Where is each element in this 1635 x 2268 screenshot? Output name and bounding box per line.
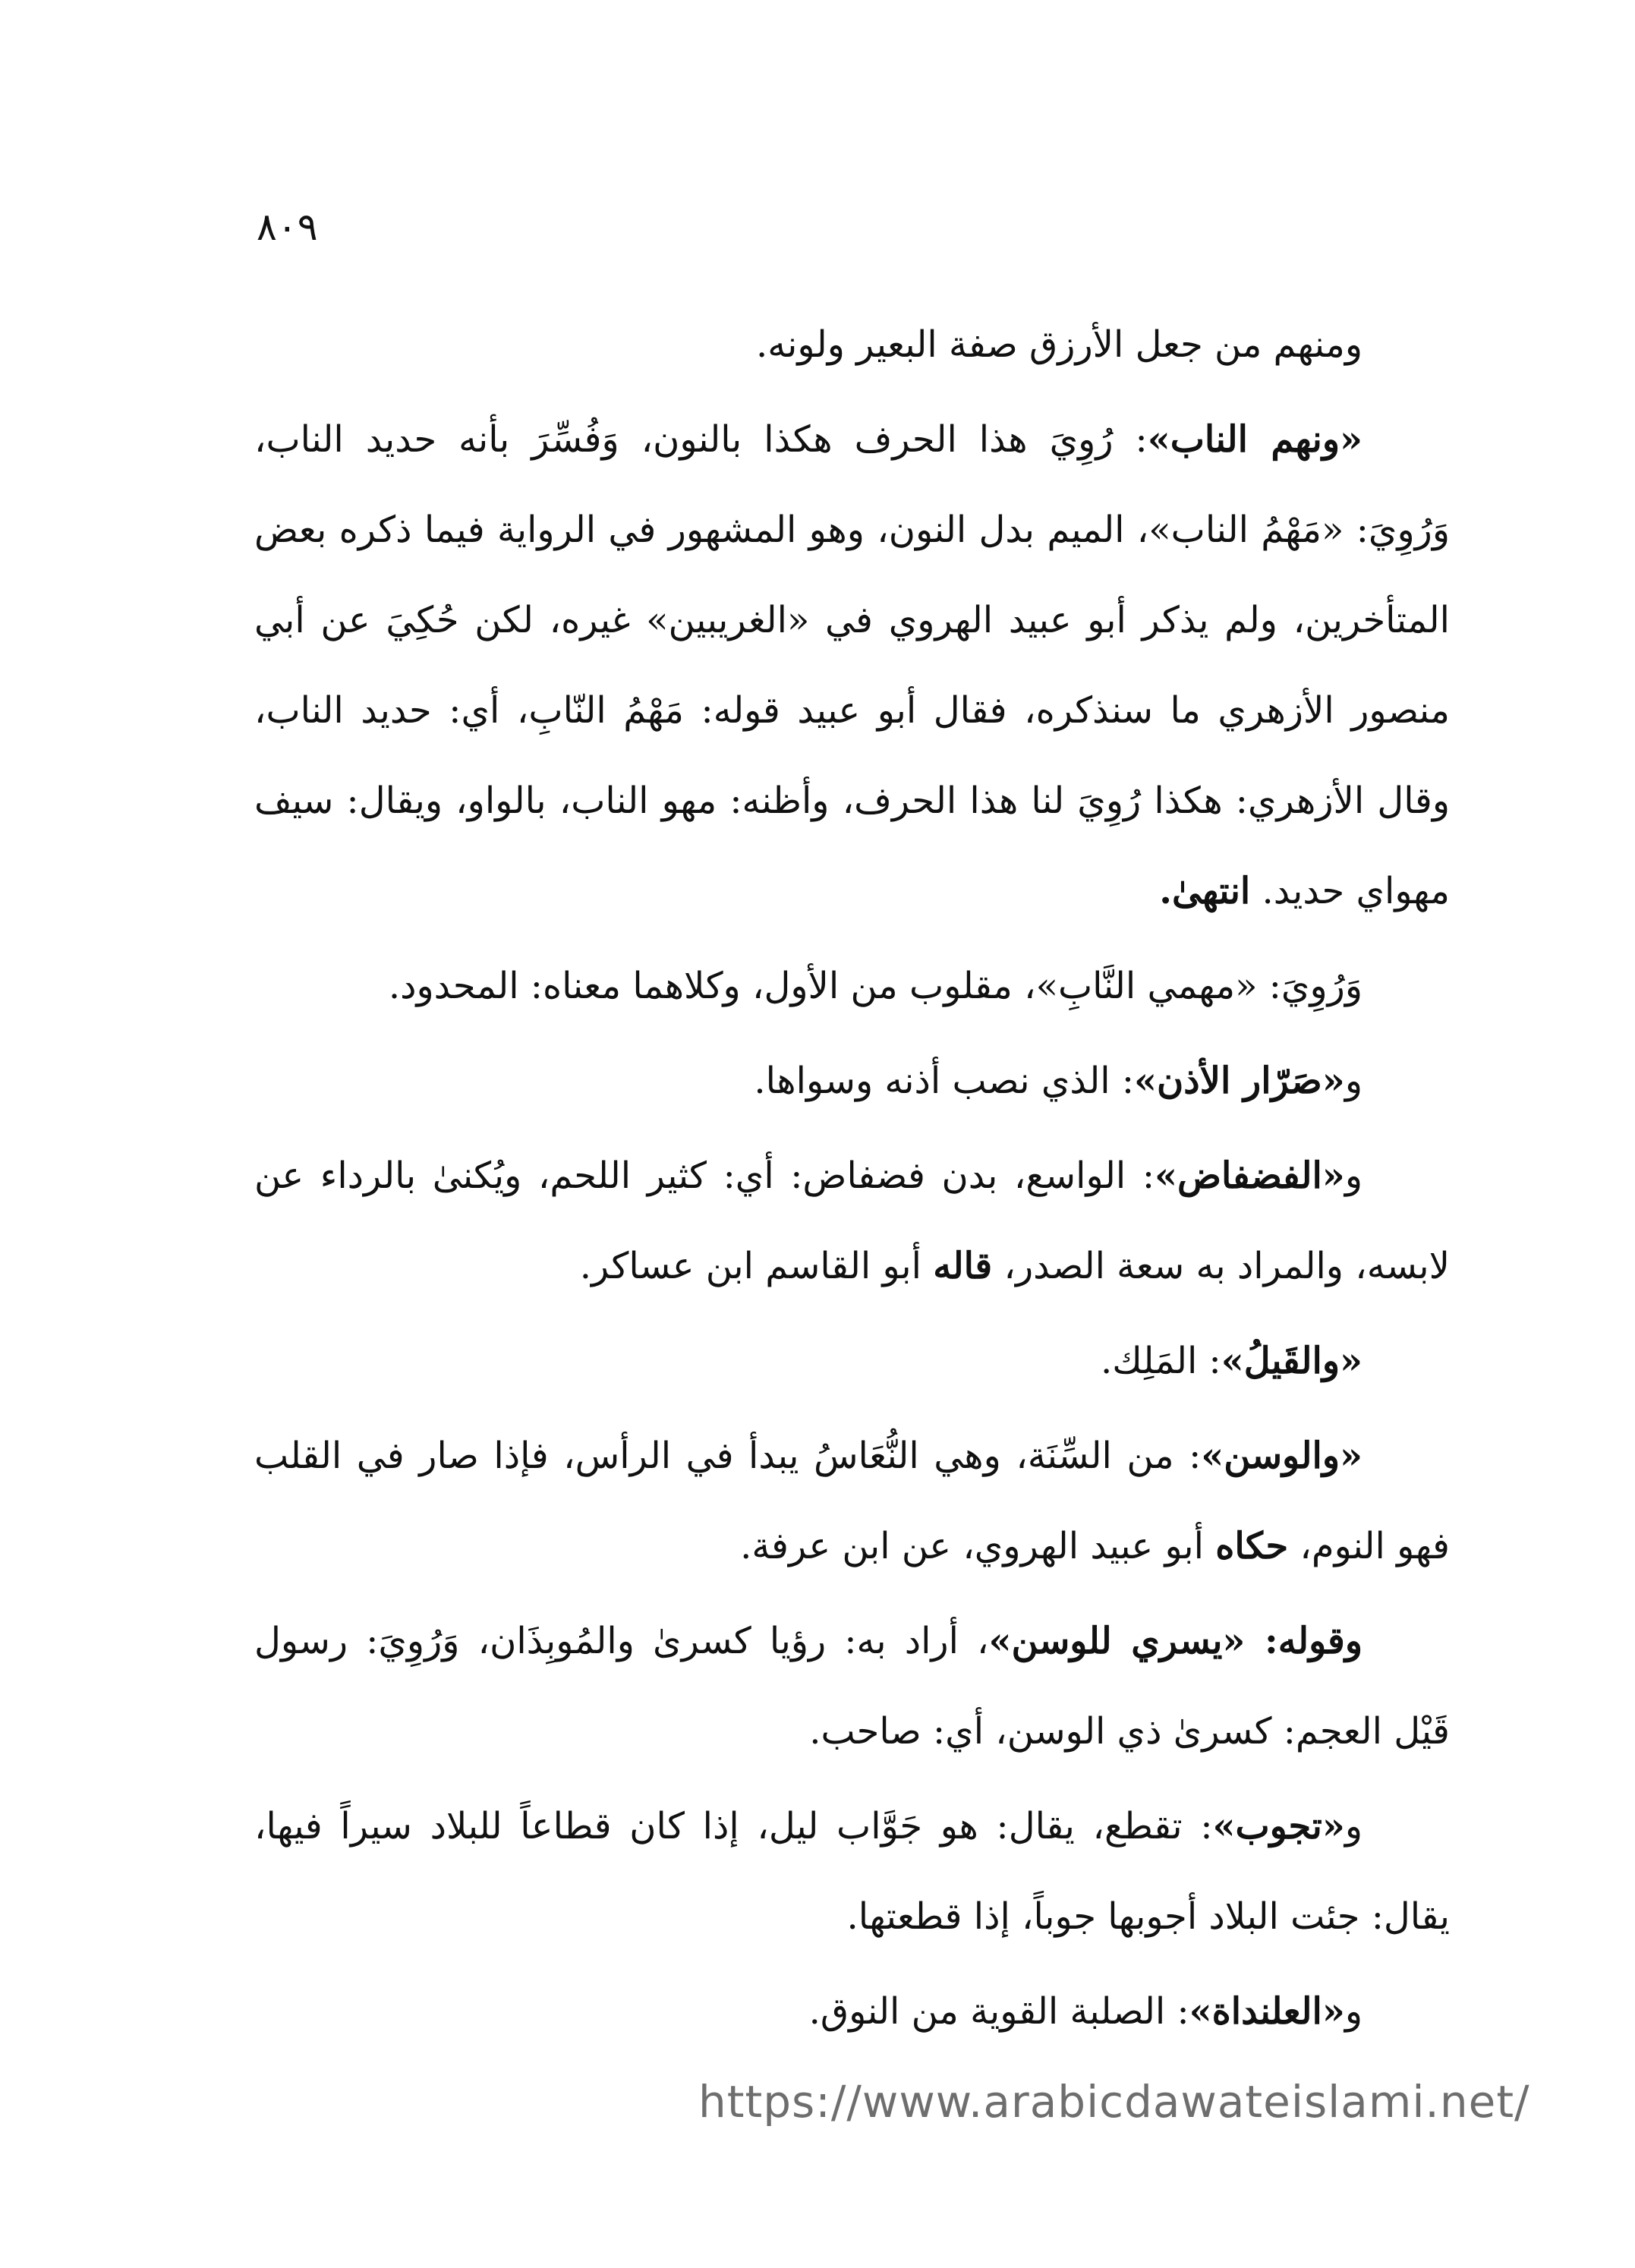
paragraph-text: : الواسع، بدن فضفاض: أي: كثير اللحم، ويُكنىٰ بالرداء عن لابسه، والمراد به سعة الصدر، xyxy=(254,1154,1450,1287)
paragraph-text: : تقطع، يقال: هو جَوَّاب ليل، إذا كان قطاعاً للبلاد سيراً فيها، يقال: جئت البلاد أجوبها جوباً، إذا قطعتها. xyxy=(254,1805,1450,1938)
paragraph-2 xyxy=(254,395,1450,937)
paragraph-text: : من السِّنَة، وهي النُّعَاسُ يبدأ في الرأس، فإذا صار في القلب فهو النوم، xyxy=(254,1435,1450,1567)
text-body xyxy=(254,300,1450,2062)
paragraph-5 xyxy=(254,1131,1450,1312)
entry-term: «صَرّار الأذن» xyxy=(1134,1060,1345,1102)
entry-prefix: و xyxy=(1344,1805,1362,1847)
attribution-word: حكاه xyxy=(1215,1525,1289,1567)
paragraph-10 xyxy=(254,1967,1450,2057)
entry-term: «ونهم الناب» xyxy=(1147,418,1362,461)
entry-term: وقوله: «يسري للوسن» xyxy=(988,1620,1362,1662)
entry-prefix: و xyxy=(1344,1154,1362,1197)
entry-term: «الفضفاض» xyxy=(1155,1154,1345,1197)
entry-term: «والقَيلُ» xyxy=(1221,1340,1362,1382)
page-number: ٨٠٩ xyxy=(257,205,318,249)
entry-closing: انتهىٰ. xyxy=(1159,870,1251,912)
paragraph-text: ومنهم من جعل الأرزق صفة البعير ولونه. xyxy=(755,323,1362,366)
entry-term: «تجوب» xyxy=(1212,1805,1345,1847)
entry-prefix: و xyxy=(1344,1060,1362,1102)
paragraph-text: ، أراد به: رؤيا كسرىٰ والمُوبِذَان، وَرُوِيَ: رسول قَيْل العجم: كسرىٰ ذي الوسن، أي: صاحب. xyxy=(254,1620,1450,1753)
attribution-word: قاله xyxy=(933,1245,993,1287)
paragraph-text-after: أبو عبيد الهروي، عن ابن عرفة. xyxy=(740,1525,1216,1567)
paragraph-4 xyxy=(254,1036,1450,1126)
paragraph-text: : المَلِك. xyxy=(1100,1340,1221,1382)
paragraph-8 xyxy=(254,1596,1450,1777)
entry-term: «والوسن» xyxy=(1201,1435,1362,1477)
paragraph-text: وَرُوِيَ: «مهمي النَّابِ»، مقلوب من الأول، وكلاهما معناه: المحدود. xyxy=(388,965,1362,1007)
watermark-url: https://www.arabicdawateislami.net/ xyxy=(698,2076,1530,2128)
paragraph-text: : الذي نصب أذنه وسواها. xyxy=(754,1060,1134,1102)
paragraph-text: : رُوِيَ هذا الحرف هكذا بالنون، وَفُسِّرَ بأنه حديد الناب، وَرُوِيَ: «مَهْمُ الناب»، الميم بدل النون، وهو المشهور في الرواية فيما ذكره بعض المتأخرين، ولم يذكر أبو عبيد الهروي في «الغريبين» غيره، لكن حُكِيَ عن أبي منصور الأزهري ما سنذكره، فقال أبو عبيد قوله: مَهْمُ النّابِ، أي: حديد الناب، وقال الأزهري: هكذا رُوِيَ لنا هذا الحرف، وأظنه: مهو الناب، بالواو، ويقال: سيف مهواي حديد. xyxy=(254,418,1450,912)
paragraph-1 xyxy=(254,300,1450,390)
paragraph-3 xyxy=(254,941,1450,1032)
paragraph-9 xyxy=(254,1781,1450,1962)
entry-prefix: و xyxy=(1344,1990,1362,2033)
paragraph-7 xyxy=(254,1411,1450,1592)
paragraph-text-after: أبو القاسم ابن عساكر. xyxy=(579,1245,934,1287)
paragraph-6 xyxy=(254,1316,1450,1406)
entry-term: «العلنداة» xyxy=(1189,1990,1345,2033)
paragraph-text: : الصلبة القوية من النوق. xyxy=(808,1990,1189,2033)
